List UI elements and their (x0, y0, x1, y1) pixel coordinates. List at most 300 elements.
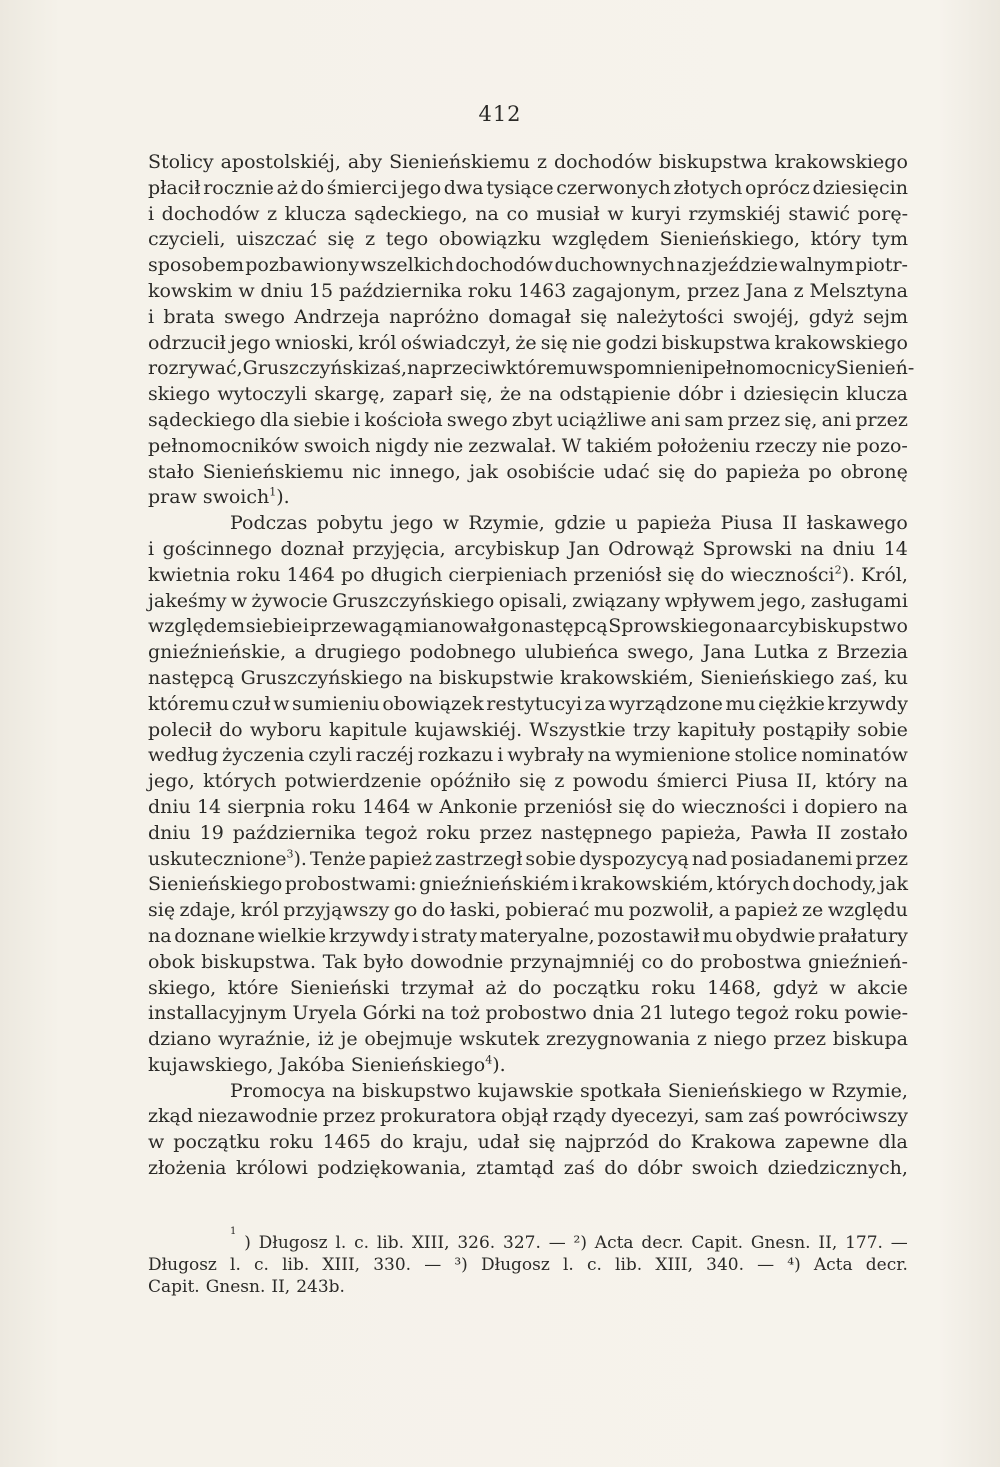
word: domagał (488, 305, 571, 328)
word: stolice (734, 744, 798, 767)
word: podobnego (409, 641, 517, 664)
word: biskupstwa (658, 151, 768, 173)
word: dóbr (677, 383, 723, 406)
word: pobytu (316, 512, 384, 535)
word: Długosz (480, 1255, 550, 1275)
word: mu (725, 692, 756, 715)
word: na (528, 383, 553, 406)
word: się (580, 305, 608, 328)
word: Jan (568, 537, 600, 560)
footnotes (148, 1226, 908, 1298)
word: dóbr (637, 1157, 683, 1180)
word: i (497, 744, 504, 767)
word: na (800, 537, 824, 560)
word: wszelkich (360, 254, 455, 277)
word: czyli (308, 744, 352, 767)
text-line (148, 202, 908, 228)
word: krzywdy (328, 924, 410, 947)
text-line (148, 950, 908, 976)
word: krakowskiego (774, 331, 908, 354)
word: względem (551, 228, 650, 251)
word: klucza (284, 202, 347, 225)
word: probostwami: (284, 873, 417, 896)
word: przez (855, 847, 908, 870)
word: nigdy (375, 434, 429, 457)
word: uiszczać (236, 228, 317, 251)
word: sejm (863, 305, 908, 328)
word: Krakowa (690, 1131, 776, 1154)
word: życzenia (222, 744, 305, 767)
word: krzywdy (827, 692, 908, 715)
text-line (148, 692, 908, 718)
word: opisali, (498, 589, 568, 612)
word: względem (148, 615, 246, 638)
word: z (554, 770, 565, 793)
word: — (890, 1233, 908, 1253)
word: sam (704, 1105, 744, 1128)
word: Rzymie, (831, 1079, 908, 1102)
word: i (792, 795, 799, 818)
word: w (148, 1131, 165, 1154)
word: zasługami (810, 589, 908, 612)
word: jego (229, 331, 271, 354)
word: akcie (857, 976, 908, 999)
word: 1464 (286, 563, 336, 586)
text-line (148, 563, 908, 589)
word: sądeckiego, (354, 202, 468, 225)
word: dziesięcin (812, 176, 908, 199)
word: na (475, 202, 499, 225)
word: swego, (627, 641, 695, 664)
word: wspomnieni (587, 357, 703, 380)
word: się, (784, 408, 818, 431)
word: c. (586, 1255, 602, 1275)
word: na (587, 744, 612, 767)
footnote-line (148, 1276, 908, 1298)
word: godzi (605, 331, 658, 354)
word: 19 (199, 821, 224, 844)
word: oświadczył, (400, 331, 512, 354)
word: II (782, 512, 798, 535)
word: 1464 (362, 795, 411, 818)
word: 1463 (517, 279, 567, 302)
word: pozbawiony (245, 254, 360, 277)
word: biskupstwie (438, 666, 554, 689)
word: przynajmniéj (509, 950, 635, 973)
word: w (829, 976, 846, 999)
word: — (424, 1255, 442, 1275)
text-line (148, 924, 908, 950)
word: polecił (148, 718, 212, 741)
word: roku (426, 821, 471, 844)
word: Andrzeja (294, 305, 380, 328)
word: roku (794, 1002, 839, 1025)
word: tego (385, 228, 429, 251)
word: obydwie (735, 924, 816, 947)
word: pobierać (505, 899, 590, 922)
text-line (148, 279, 908, 305)
word: swego (224, 305, 285, 328)
word: roku (236, 563, 281, 586)
word: odstąpienie (559, 383, 671, 406)
word: ²) (573, 1233, 587, 1253)
word: sam (684, 408, 724, 431)
word: trzymał (400, 976, 474, 999)
text-line (148, 253, 908, 279)
word: się (618, 795, 646, 818)
word: Wszystkie (529, 718, 626, 741)
word: udał (477, 1131, 520, 1154)
word: jego (392, 512, 434, 535)
word: żywocie (251, 589, 328, 612)
word: rozrywać, (148, 357, 243, 380)
word: 177. (845, 1233, 883, 1253)
word: ztamtąd (476, 1157, 555, 1180)
word: 1465 (322, 1131, 371, 1154)
word: obronę (840, 460, 908, 483)
word: przyjęcia, (352, 537, 446, 560)
text-line (148, 976, 908, 1002)
word: raczéj (355, 744, 414, 767)
word: biskupstwa (661, 331, 771, 354)
word: swego (446, 408, 508, 431)
word: kuryi (631, 202, 681, 225)
word: następcą (148, 666, 235, 689)
word: ku (884, 666, 908, 689)
word: wieczności$^2$). (730, 563, 856, 586)
word: zaś (563, 1157, 595, 1180)
word: Sienieńskiego (700, 666, 835, 689)
word: roku (651, 976, 696, 999)
word: siebie (245, 615, 303, 638)
word: zapewne (784, 1131, 870, 1154)
word: mu (593, 899, 625, 922)
word: w (416, 795, 433, 818)
word: 1468, (707, 976, 762, 999)
word: sposobem (148, 254, 244, 277)
word: 14 (196, 795, 222, 818)
word: lib. (615, 1255, 643, 1275)
text-line (148, 666, 908, 692)
word: z (817, 641, 828, 664)
word: roku (467, 279, 513, 302)
word: rozkazu (417, 744, 494, 767)
word: złotych (673, 176, 743, 199)
word: nominatów (801, 744, 908, 767)
word: w (230, 589, 248, 612)
word: łaskawego (806, 512, 908, 535)
word: wieczności (681, 795, 786, 818)
word: sierpnia (227, 795, 306, 818)
word: że (515, 331, 537, 354)
word: probostwo (485, 1002, 587, 1025)
word: dopiero (804, 795, 878, 818)
word: sobie (525, 847, 577, 870)
word: pełnomocnicy (702, 357, 836, 380)
word: za (584, 692, 606, 715)
word: duchownych (554, 254, 676, 277)
word: roku (311, 795, 356, 818)
word: Sienień- (835, 357, 915, 380)
word: dowodnie (410, 950, 504, 973)
word: płacił (148, 176, 201, 199)
word: Tenże (310, 847, 366, 870)
word: się, (459, 383, 493, 406)
word: że (500, 383, 522, 406)
word: położeniu (657, 434, 751, 457)
word: dniu (260, 279, 304, 302)
word: do (421, 899, 446, 922)
word: prałatury (818, 924, 908, 947)
text-line (148, 872, 908, 898)
word: na (409, 666, 433, 689)
text-line (148, 537, 908, 563)
word: na (148, 924, 172, 947)
word: gdzie (554, 512, 606, 535)
text-line (148, 1104, 908, 1130)
text-line (148, 1027, 908, 1053)
word: podziękowania, (317, 1157, 467, 1180)
word: Jana (745, 279, 788, 302)
word: mianował (403, 615, 497, 638)
word: cierpieniach (448, 563, 568, 586)
word: postąpiły (762, 718, 851, 741)
word: prokuratora (380, 1105, 497, 1128)
word: l. (335, 1233, 347, 1253)
word: się (658, 460, 686, 483)
word: do (604, 1157, 628, 1180)
word: Odrowąż (608, 537, 694, 560)
word: wymienione (615, 744, 731, 767)
word: na (884, 795, 908, 818)
word: swoich (691, 1157, 759, 1180)
word: doznane (174, 924, 255, 947)
word: oprócz (745, 176, 810, 199)
word: obejmuje (364, 1028, 453, 1051)
word: z (267, 202, 278, 225)
word: II, (271, 1277, 291, 1297)
word: z (537, 151, 548, 173)
word: w (238, 279, 255, 302)
footnote-line (148, 1254, 908, 1276)
word: arcybiskup (454, 537, 560, 560)
word: Tak (322, 950, 357, 973)
word: wpływem (664, 589, 756, 612)
word: dziesięcin (743, 383, 839, 406)
word: wyraźnie, (217, 1028, 311, 1051)
word: Capit. (691, 1233, 744, 1253)
word: skargę, (314, 383, 386, 406)
word: kapituły (677, 718, 756, 741)
word: i (730, 383, 737, 406)
word: się (148, 899, 176, 922)
word: wyrządzone (608, 692, 723, 715)
word: się (519, 770, 547, 793)
word: takiém (586, 434, 653, 457)
word: Gruszczyński (242, 357, 370, 380)
word: ) (244, 1233, 251, 1253)
word: nic (352, 460, 382, 483)
word: nie (571, 331, 602, 354)
word: któremu (148, 692, 230, 715)
word: dla (878, 1131, 908, 1154)
word: II, (818, 1233, 838, 1253)
word: 327. (503, 1233, 541, 1253)
word: Podczas (230, 512, 308, 535)
word: Gnesn. (750, 1233, 811, 1253)
word: na (421, 1002, 446, 1025)
word: jego, (148, 770, 195, 793)
word: skiego, (148, 976, 217, 999)
word: 326. (457, 1233, 496, 1253)
word: mu (702, 924, 733, 947)
word: innego, (389, 460, 461, 483)
word: kapitule (328, 718, 408, 741)
word: i (354, 408, 361, 431)
word: tym (871, 228, 908, 251)
word: swojéj, (732, 305, 800, 328)
word: następcą (521, 615, 608, 638)
word: gdyż (808, 305, 854, 328)
word: aż (276, 176, 298, 199)
word: apostolskiéj, (220, 151, 341, 173)
word: spotkała (580, 1079, 662, 1102)
word: wskutek (459, 1028, 540, 1051)
text-line (148, 356, 915, 382)
word: śmierci (656, 770, 728, 793)
word: dziano (148, 1028, 212, 1051)
word: które (227, 976, 279, 999)
word: Długosz (148, 1255, 217, 1275)
word: jak (469, 460, 498, 483)
word: installacyjnym (148, 1002, 287, 1025)
word: królowi (235, 1157, 308, 1180)
text-line (148, 1001, 908, 1027)
word: Król, (861, 563, 908, 586)
word: najprzód (564, 1131, 649, 1154)
word: Jana (702, 641, 746, 664)
text-line (148, 718, 908, 744)
word: dochody, (792, 873, 877, 896)
word: piotr- (855, 254, 908, 277)
word: z (696, 1028, 707, 1051)
word: na (733, 615, 757, 638)
word: lib. (376, 1233, 404, 1253)
word: pełnomocników (148, 434, 299, 457)
word: Jakóba (279, 1053, 345, 1076)
word: gnieźnieńskiém (419, 873, 570, 896)
word: Ankonie (439, 795, 518, 818)
word: i (148, 305, 155, 328)
word: jego (400, 176, 442, 199)
word: zostało (840, 821, 908, 844)
word: roku (269, 1131, 314, 1154)
word: biskupstwa. (201, 950, 317, 973)
word: Piusa (735, 770, 789, 793)
word: u (615, 512, 628, 535)
word: napróżno (389, 305, 480, 328)
word: opóźniło (429, 770, 511, 793)
body-text (148, 150, 915, 1182)
word: przez (773, 1028, 826, 1051)
word: osobiście (506, 460, 595, 483)
word: Piusa (720, 512, 773, 535)
word: decr. (865, 1255, 908, 1275)
word: dochodów (455, 254, 554, 277)
text-line (148, 511, 908, 537)
word: straty (420, 924, 478, 947)
word: ⁴) (787, 1255, 801, 1275)
word: dziedzicznych, (767, 1157, 908, 1180)
word: stało (148, 460, 195, 483)
word: skiego (148, 383, 211, 406)
word: lutego (669, 1002, 731, 1025)
word: zagajonym, (572, 279, 682, 302)
word: l. (562, 1255, 574, 1275)
footnote-marker: 1 (230, 1226, 237, 1237)
word: na (884, 770, 908, 793)
word: początku (173, 1131, 261, 1154)
word: Górki (362, 1002, 416, 1025)
footnote-marker: 3 (286, 847, 294, 861)
word: niego (713, 1028, 767, 1051)
word: decr. (641, 1233, 684, 1253)
word: Brzezia (836, 641, 908, 664)
word: ciężkie (758, 692, 825, 715)
word: przez (322, 1105, 376, 1128)
footnote-marker: 4 (485, 1053, 493, 1067)
word: kwietnia (148, 563, 231, 586)
text-fragment: ). (293, 847, 307, 870)
word: Sprowskiego (608, 615, 733, 638)
word: sumieniu (291, 692, 380, 715)
word: uskutecznione$^3$). (148, 847, 307, 870)
word: musiał (536, 202, 600, 225)
word: powodu (572, 770, 649, 793)
word: XIII, (322, 1255, 361, 1275)
word: zjeździe (701, 254, 778, 277)
word: nad (691, 847, 728, 870)
word: początku (553, 976, 640, 999)
word: na (676, 254, 701, 277)
word: II, (796, 770, 818, 793)
word: i (302, 615, 309, 638)
word: tegoż (364, 821, 418, 844)
word: należytości (616, 305, 724, 328)
word: brata (163, 305, 215, 328)
text-fragment: ). (841, 563, 856, 586)
word: XIII, (655, 1255, 693, 1275)
word: ulubieńca (524, 641, 619, 664)
word: co (506, 202, 529, 225)
word: dwa (443, 176, 484, 199)
word: nie (821, 434, 852, 457)
word: kowskim (148, 279, 233, 302)
text-line (148, 460, 908, 486)
word: zdaje, (179, 899, 237, 922)
word: i (148, 537, 155, 560)
word: Gruszczyńskiego (332, 589, 495, 612)
word: się (528, 1131, 556, 1154)
word: Sienieńskiemu (202, 460, 344, 483)
word: do (379, 1131, 404, 1154)
word: iż (317, 1028, 334, 1051)
word: toż (450, 1002, 480, 1025)
word: powróciwszy (784, 1105, 908, 1128)
word: krakowskiém, (580, 873, 715, 896)
word: trzy (632, 718, 671, 741)
word: W (561, 434, 582, 457)
